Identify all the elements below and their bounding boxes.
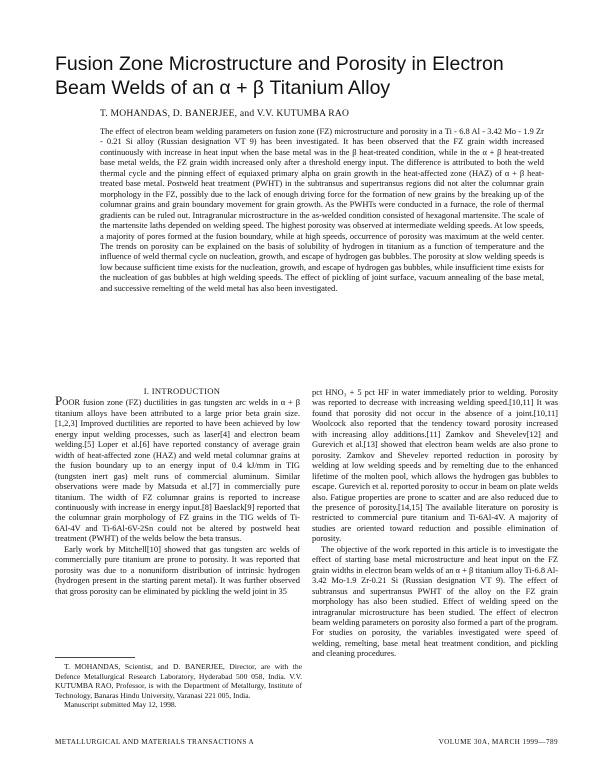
paper-title: Fusion Zone Microstructure and Porosity in Electron Beam Welds of an α + β Titanium Alloy [55,53,504,99]
running-foot-journal: METALLURGICAL AND MATERIALS TRANSACTIONS A [55,738,255,746]
intro-paragraph-1-text: OOR fusion zone (FZ) ductilities in gas tungsten arc welds in α + β titanium alloys have been attributed to a large prior beta grain size.[1,2,3] Improved ductilities are reported to have been achieved by low energy input welding processes, such as laser[4] and electron beam welding.[5] Loper et al.[6] have reported constancy of average grain width of heat-affected zone (HAZ) and weld metal columnar grains at the fusion boundary up to an energy input of 0.4 kJ/mm in TIG (tungsten inert gas) melt runs of commercial aluminum. Similar observations were made by Matsuda et al.[7] in commercially pure titanium. The width of FZ columnar grains is reported to increase continuously with increase in energy input.[8] Baeslack[9] reported that the columnar grain morphology of FZ grains in the TIG welds of Ti-6Al-4V and Ti-6Al-6V-2Sn could not be altered by postweld heat treatment (PWHT) of the welds below the beta transus. [55,397,300,544]
intro-paragraph-4: The objective of the work reported in this article is to investigate the effect of starting base metal microstructure and heat input on the FZ grain widths in electron beam welds of an α + β titanium alloy Ti-6.8 Al-3.42 Mo-1.9 Zr-0.21 Si (Russian designation VT 9). The effect of subtransus and supertransus PWHT of the alloy on the FZ grain morphology has also been studied. Effect of welding speed on the intragranular microstructure has been studied. The effect of electron beam welding parameters on porosity also formed a part of the program. For studies on porosity, the variables investigated were speed of welding, remelting, base metal heat treatment condition, and pickling and cleaning procedures. [312,543,558,659]
footnote-submitted: Manuscript submitted May 12, 1998. [64,700,177,710]
footnote-affiliations: T. MOHANDAS, Scientist, and D. BANERJEE, Director, are with the Defence Metallurgical Research Laboratory, Hyderabad 500 058, India. V.V. KUTUMBA RAO, Professor, is with the Department of Metallurgy, Institute of Technology, Banaras Hindu University, Varanasi 221 005, India. [55,662,302,700]
intro-paragraph-3: pct HNO₃ + 5 pct HF in water immediately prior to welding. Porosity was reported to decrease with increasing welding speed.[10,11] It was found that porosity did not occur in the absence of a joint.[10,11] Woolcock also reported that the tendency toward porosity increased with increasing alloy additions.[11] Zamkov and Shevelev[12] and Gurevich et al.[13] showed that electron beam welds are also prone to porosity. Zamkov and Shevelev reported reduction in porosity by welding at low welding speeds and by remelting due to the enhanced lifetime of the molten pool, which allows the hydrogen gas bubbles to escape. Gurevich et al. reported porosity to occur in beam on plate welds also. Fatigue properties are prone to scatter and are also reduced due to the presence of porosity.[14,15] The available literature on porosity is restricted to commercial pure titanium and Ti-6Al-4V. A majority of studies are oriented toward reduction and possible elimination of porosity. [312,387,559,544]
intro-paragraph-2: Early work by Mitchell[10] showed that gas tungsten arc welds of commercially pure titanium are prone to porosity. It was reported that porosity was due to a nonuniform distribution of intrinsic hydrogen (hydrogen present in the starting parent metal). It was further observed that gross porosity can be eliminated by pickling the weld joint in 35 [55,543,300,596]
abstract: The effect of electron beam welding parameters on fusion zone (FZ) microstructure and porosity in a Ti - 6.8 Al - 3.42 Mo - 1.9 Zr - 0.21 Si alloy (Russian designation VT 9) has been investigated. It has been observed that the FZ grain width increased continuously with increase in heat input when the base metal was in the β heat-treated condition, while in the α + β heat-treated base metal welds, the FZ grain width increased only after a threshold energy input. The difference is attributed to both the weld thermal cycle and the pinning effect of equiaxed primary alpha on grain growth in the heat-affected zone (HAZ) of α + β heat-treated base metal. Postweld heat treatment (PWHT) in the subtransus and supertransus regions did not alter the columnar grain morphology in the FZ, possibly due to the lack of enough driving force for the formation of new grains by the breaking up of the columnar grains and grain boundary movement for grain growth. As the PWHTs were conducted in a furnace, the role of thermal gradients can be ruled out. Intragranular microstructure in the as-welded condition consisted of hexagonal martensite. The scale of the martensite laths depended on welding speed. The highest porosity was observed at intermediate welding speeds. At low speeds, a majority of pores formed at the fusion boundary, while at high speeds, occurrence of porosity was maximum at the weld center. The trends on porosity can be explained on the basis of solubility of hydrogen in titanium as a function of temperature and the influence of weld thermal cycle on nucleation, growth, and escape of hydrogen gas bubbles. The porosity at slow welding speeds is low because sufficient time exists for the nucleation, growth, and escape of hydrogen gas bubbles, while insufficient time exists for the nucleation of gas bubbles at high welding speeds. The effect of pickling of joint surface, vacuum annealing of the base metal, and successive remelting of the weld metal has also been investigated. [100,126,544,293]
left-column [55,386,300,596]
intro-paragraph-1 [55,393,300,544]
right-column [312,387,558,659]
running-foot-volume: VOLUME 30A, MARCH 1999—789 [438,738,558,746]
drop-cap: P [55,393,63,409]
authors: T. MOHANDAS, D. BANERJEE, and V.V. KUTUMBA RAO [100,108,350,119]
section-heading: I. INTRODUCTION [143,386,221,396]
footnote [55,662,302,710]
footnote-rule [55,657,135,658]
